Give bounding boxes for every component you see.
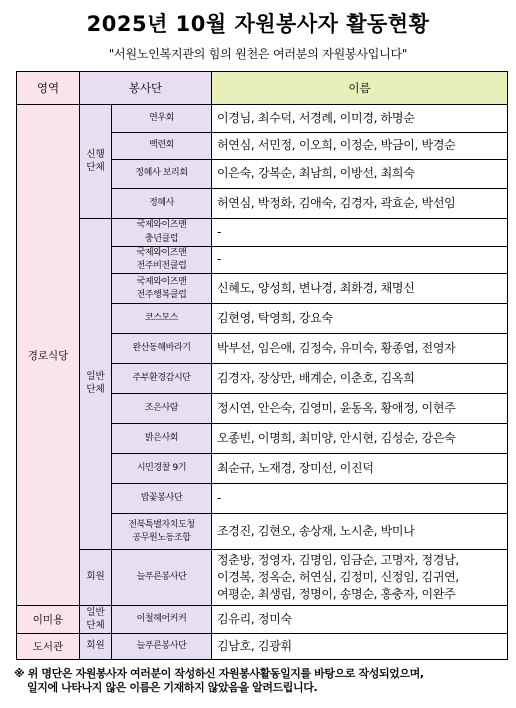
team-name-cell: 늘푸른봉사단: [112, 634, 212, 660]
header-names: 이름: [212, 72, 508, 105]
members-cell: [212, 364, 508, 394]
footnote-line-2: 일지에 나타나지 않은 이름은 기재하지 않았음을 알려드립니다.: [27, 681, 318, 694]
members-line: 김남호, 김광휘: [217, 638, 292, 653]
team-name-cell: 연우회: [112, 105, 212, 133]
members-cell: [212, 274, 508, 304]
team-name-cell: 완산동해바라기: [112, 334, 212, 364]
members-cell: [212, 514, 508, 550]
members-cell: [212, 484, 508, 514]
group-cell: 회원: [80, 634, 112, 660]
members-line: 이은숙, 강복순, 최남희, 이방선, 최희숙: [217, 166, 415, 181]
members-line: 정시연, 안은숙, 김영미, 윤동옥, 황애정, 이현주: [217, 400, 456, 415]
members-cell: [212, 550, 508, 606]
team-name-cell: 국제와이즈맨 전주행복클럽: [112, 274, 212, 304]
team-name-cell: 국제와이즈맨 충년클럽: [112, 219, 212, 247]
team-name-cell: 조은사람: [112, 394, 212, 424]
volunteer-table: [16, 71, 508, 660]
members-line: -: [217, 490, 222, 505]
members-cell: [212, 394, 508, 424]
members-cell: [212, 133, 508, 160]
members-line: 허연심, 박정화, 김애숙, 김경자, 곽효순, 박선임: [217, 195, 456, 210]
members-line: -: [217, 224, 222, 239]
team-name-cell: 시민경찰 9기: [112, 454, 212, 484]
area-cell: 도서관: [17, 634, 80, 660]
members-line: 김유리, 정미숙: [217, 611, 292, 626]
team-name-cell: 코스모스: [112, 304, 212, 334]
table-row: [17, 606, 508, 634]
members-cell: [212, 424, 508, 454]
table-row: [17, 219, 508, 247]
team-name-cell: 밝은사회: [112, 424, 212, 454]
members-cell: [212, 454, 508, 484]
members-cell: [212, 334, 508, 364]
header-area: 영역: [17, 72, 80, 105]
footnote: [14, 667, 508, 695]
table-header-row: [17, 72, 508, 105]
team-name-cell: 전북특별자치도청 공무원노동조합: [112, 514, 212, 550]
members-cell: [212, 304, 508, 334]
members-line: 이경님, 최수덕, 서경례, 이미경, 하명순: [217, 110, 415, 125]
members-line: -: [217, 252, 222, 267]
group-cell: 신행 단체: [80, 105, 112, 219]
members-line: 박부선, 임은애, 김정숙, 유미숙, 황종엽, 전영자: [217, 340, 456, 355]
table-row: [17, 634, 508, 660]
members-line: 허연심, 서민정, 이오희, 이정순, 박금이, 박경순: [217, 138, 456, 153]
members-line: 오종빈, 이명희, 최미양, 안시현, 김성순, 강은숙: [217, 430, 456, 445]
table-row: [17, 105, 508, 133]
members-line: 김현영, 탁영희, 강요숙: [217, 310, 333, 325]
members-cell: [212, 160, 508, 189]
members-line: 여평순, 최생림, 정명이, 송명순, 홍충자, 이완주: [217, 587, 456, 602]
table-row: [17, 550, 508, 606]
team-name-cell: 밥꽃봉사단: [112, 484, 212, 514]
header-team: 봉사단: [80, 72, 212, 105]
team-name-cell: 주부환경감시단: [112, 364, 212, 394]
members-line: 최순규, 노재경, 장미선, 이진덕: [217, 460, 374, 475]
members-cell: [212, 105, 508, 133]
members-cell: [212, 189, 508, 219]
team-name-cell: 이철헤어커커: [112, 606, 212, 634]
team-name-cell: 늘푸른봉사단: [112, 550, 212, 606]
members-line: 조경진, 김현오, 송상재, 노시춘, 박미나: [217, 523, 415, 538]
members-line: 김경자, 장상만, 배계순, 이춘호, 김옥희: [217, 370, 415, 385]
members-cell: [212, 219, 508, 247]
members-line: 정춘방, 정영자, 김명임, 임금순, 고명자, 정경남,: [217, 553, 459, 568]
page-title: 2025년 10월 자원봉사자 활동현황: [86, 12, 430, 36]
team-name-cell: 국제와이즈맨 전주비전클럽: [112, 247, 212, 274]
area-cell: 이미용: [17, 606, 80, 634]
group-cell: 일반 단체: [80, 606, 112, 634]
members-line: 이경복, 정옥순, 허연심, 김정미, 신정임, 김귀연,: [217, 570, 459, 585]
footnote-line-1: ※ 위 명단은 자원봉사자 여러분이 작성하신 자원봉사활동일지를 바탕으로 작성되었으며,: [14, 667, 424, 680]
members-cell: [212, 606, 508, 634]
team-name-cell: 정혜사 보리회: [112, 160, 212, 189]
page-subtitle: "서원노인복지관의 힘의 원천은 여러분의 자원봉사입니다": [108, 47, 408, 61]
table-body: [17, 105, 508, 660]
team-name-cell: 정혜사: [112, 189, 212, 219]
group-cell: 일반 단체: [80, 219, 112, 550]
area-cell: 경로식당: [17, 105, 80, 606]
members-cell: [212, 634, 508, 660]
members-cell: [212, 247, 508, 274]
team-name-cell: 백련회: [112, 133, 212, 160]
group-cell: 회원: [80, 550, 112, 606]
members-line: 신혜도, 양성희, 변나경, 최화경, 채명신: [217, 280, 415, 295]
